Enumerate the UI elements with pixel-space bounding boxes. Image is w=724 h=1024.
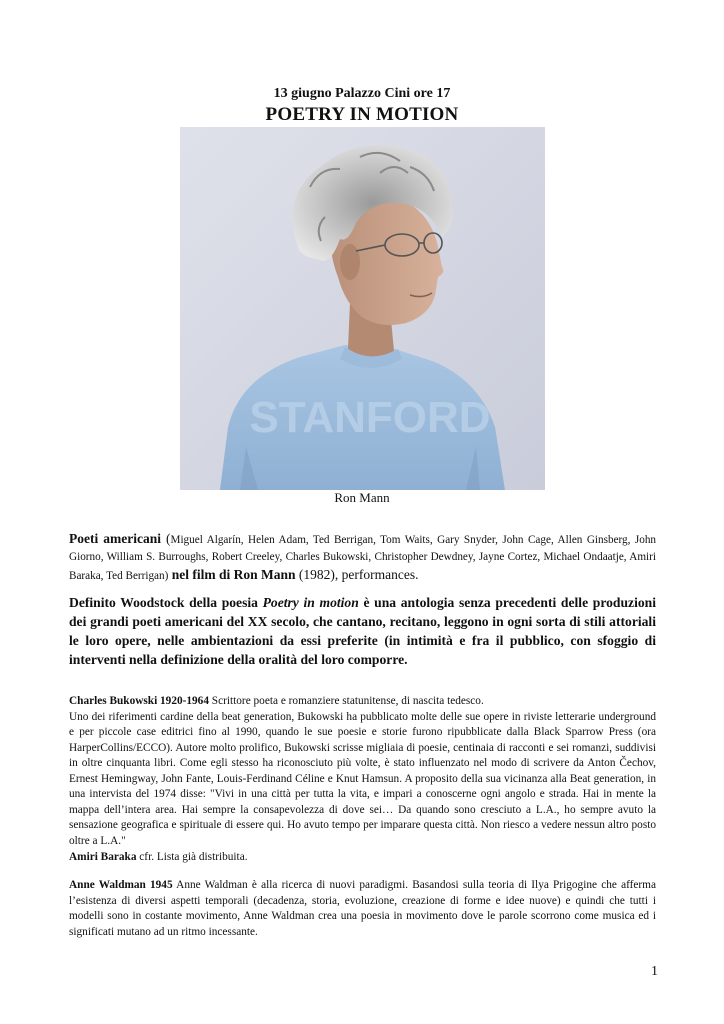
waldman-section bbox=[69, 878, 656, 940]
page-title: POETRY IN MOTION bbox=[265, 104, 459, 125]
waldman-heading: Anne Waldman 1945 bbox=[69, 879, 173, 891]
woodstock-film-title: Poetry in motion bbox=[262, 595, 359, 610]
poets-paragraph bbox=[69, 530, 656, 585]
poets-open-paren: ( bbox=[160, 531, 171, 546]
poets-lead: Poeti americani bbox=[69, 531, 161, 546]
shirt-lettering: STANFORD bbox=[249, 393, 491, 442]
bukowski-section bbox=[69, 694, 656, 849]
event-subtitle: 13 giugno Palazzo Cini ore 17 bbox=[273, 86, 451, 101]
bukowski-body: Uno dei riferimenti cardine della beat generation, Bukowski ha pubblicato molte delle sue opere in riviste letterarie underground e per piccole case editrici fino al 1990, quando le sue poesie e storie furono ripubblicate dalla Black Sparrow Press (ora HarperCollins/ECCO). Autore molto prolifico, Bukowski scrisse migliaia di poesie, centinaia di racconti e sei romanzi, suddivisi in oltre cinquanta libri. Come egli stesso ha riconosciuto più volte, è stato influenzato nel modo di scrivere da Anton Čechov, Ernest Hemingway, John Fante, Louis-Ferdinand Céline e Knut Hamsun. A proposito della sua vicinanza alla Beat generation, in una intervista del 1974 disse: "Vivi in una città per tutta la vita, e impari a conoscerne ogni angolo e strada. Hai in mente la mappa dell’intera area. Hai sempre la consapevolezza di dove sei… Da quando sono cresciuto a L.A., ho sempre avuto la sensazione geografica e spirituale di essere qui. Ho avuto tempo per imparare questa città. Non riesco a vedere nessun altro posto oltre a L.A." bbox=[69, 710, 656, 847]
woodstock-part1: Definito Woodstock della poesia bbox=[69, 595, 263, 610]
poets-film: nel film di Ron Mann bbox=[168, 567, 296, 582]
waldman-text: Anne Waldman è alla ricerca di nuovi paradigmi. Basandosi sulla teoria di Ilya Prigogine che afferma l’esistenza di diversi aspetti temporali (decadenza, storia, evoluzione, creazione di forme e idee nuove) e quindi che tutti i modelli sono in costante movimento, Anne Waldman crea una poesia in movimento dove le parole scorrono come musica ed i significati mutano ad un ritmo incessante. bbox=[69, 879, 656, 938]
woodstock-paragraph bbox=[69, 593, 656, 669]
woodstock-part2: è una antologia senza precedenti delle produzioni dei grandi poeti americani del XX secolo, che cantano, recitano, leggono in ogni sorta di stili attoriali le loro opere, nelle ambientazioni da essi preferite (in intimità e fra il pubblico, con sfoggio di interventi nella definizione della oralità del loro comporre. bbox=[69, 595, 656, 667]
poets-tail: (1982), performances. bbox=[295, 567, 419, 582]
baraka-text: cfr. Lista già distribuita. bbox=[136, 851, 248, 863]
page-number: 1 bbox=[651, 964, 658, 979]
photo-caption: Ron Mann bbox=[334, 490, 390, 505]
poets-names: Miguel Algarín, Helen Adam, Ted Berrigan, Tom Waits, Gary Snyder, John Cage, Allen Ginsberg, John Giorno, William S. Burroughs, Robert Creeley, Charles Bukowski, Christopher Dewdney, Jayne Cortez, Michael Ondaatje, Amiri Baraka, Ted Berrigan) bbox=[69, 534, 657, 582]
baraka-section bbox=[69, 850, 656, 865]
bukowski-intro: Scrittore poeta e romanziere statunitense, di nascita tedesco. bbox=[208, 695, 484, 707]
baraka-heading: Amiri Baraka bbox=[69, 851, 137, 863]
bukowski-heading: Charles Bukowski 1920-1964 bbox=[69, 695, 209, 707]
portrait-photo bbox=[180, 127, 545, 490]
